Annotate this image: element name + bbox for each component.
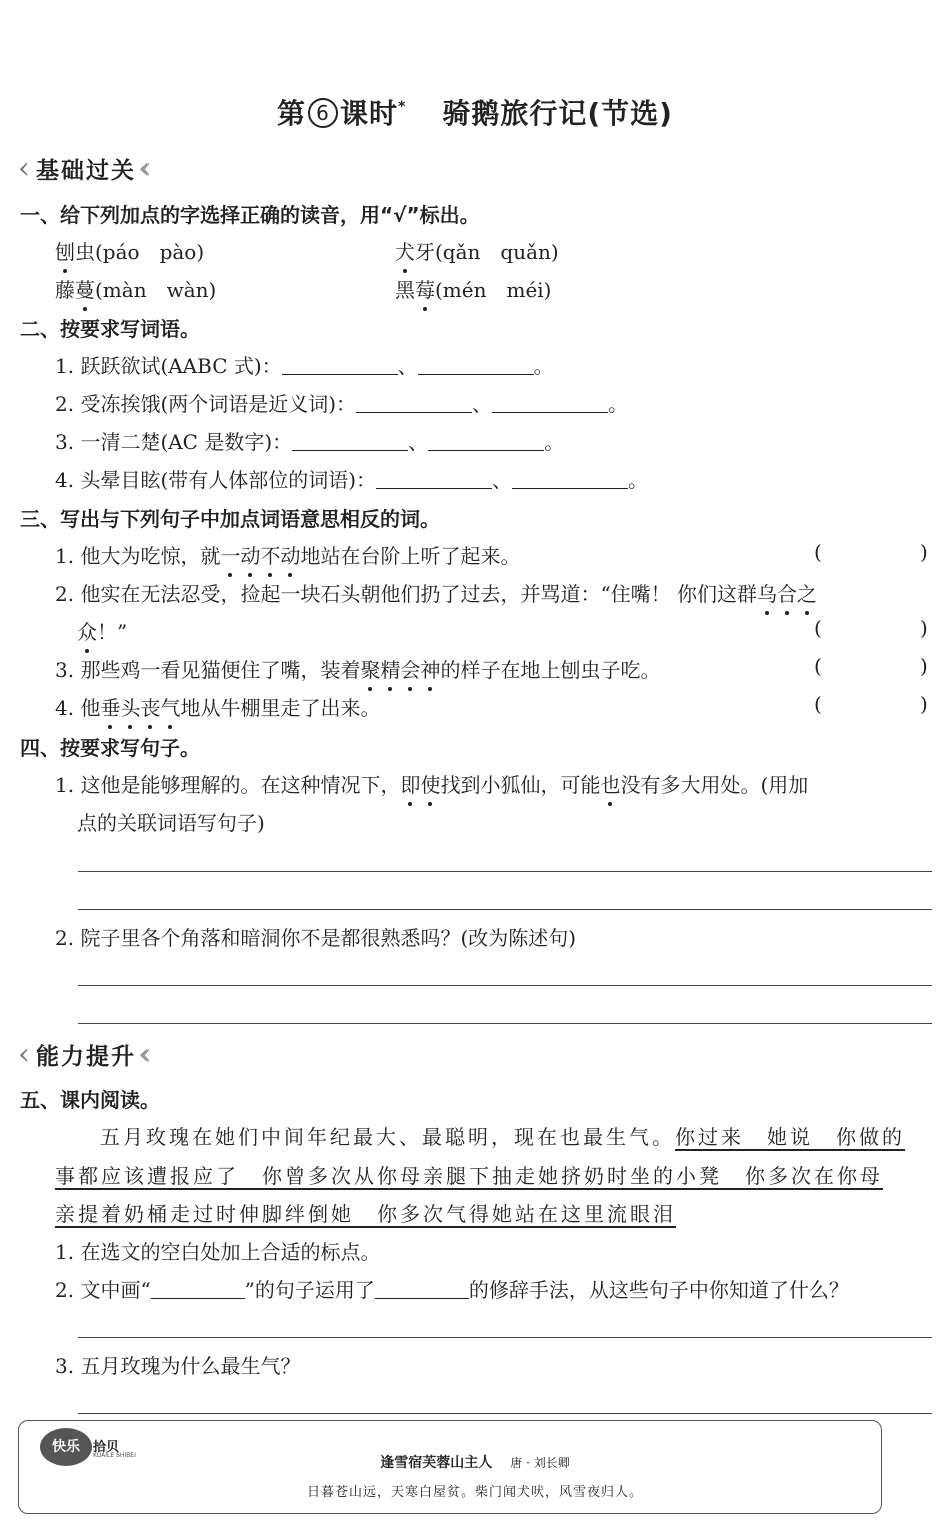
answer-paren-close: )	[920, 692, 928, 716]
q5-item-2: 2. 文中画“ ”的句子运用了 的修辞手法，从这些句子中你知道了什么？	[55, 1278, 849, 1302]
footer-badge-pinyin: KUAILE SHIBEI	[93, 1452, 136, 1459]
q1-item-1: 刨虫(páo pào)	[55, 240, 205, 264]
answer-line[interactable]	[78, 871, 932, 872]
passage-line-2: 事都应该遭报应了 你曾多次从你母亲腿下抽走她挤奶时坐的小凳 你多次在你母	[55, 1164, 883, 1188]
question-2-heading: 二、按要求写词语。	[20, 317, 200, 341]
question-1-heading: 一、给下列加点的字选择正确的读音，用“√”标出。	[20, 203, 480, 227]
question-4-heading: 四、按要求写句子。	[20, 736, 200, 760]
dotted-word: 众	[77, 620, 97, 644]
q4-item-2: 2. 院子里各个角落和暗洞你不是都很熟悉吗？(改为陈述句)	[55, 926, 577, 950]
footer-badge-text: 拾贝	[93, 1440, 120, 1455]
chevron-left-icon: ‹	[18, 150, 30, 186]
dotted-word: 即使	[400, 773, 441, 797]
q2-item-1: 1. 跃跃欲试(AABC 式)： 、 。	[55, 354, 554, 378]
passage-line-3: 亲提着奶桶走过时伸脚绊倒她 你多次气得她站在这里流眼泪	[55, 1202, 676, 1226]
answer-blank[interactable]	[376, 470, 492, 489]
answer-line[interactable]	[78, 985, 932, 986]
q3-sentence-2b: 众！”	[77, 620, 128, 644]
lesson-number: 6	[308, 98, 338, 128]
answer-paren-close: )	[920, 654, 928, 678]
answer-line[interactable]	[78, 1337, 932, 1338]
section-banner-basic: ‹ 基础过关 ‹‹	[18, 150, 142, 186]
q5-item-3: 3. 五月玫瑰为什么最生气？	[55, 1354, 301, 1378]
question-3-heading: 三、写出与下列句子中加点词语意思相反的词。	[20, 507, 440, 531]
answer-blank[interactable]	[428, 432, 544, 451]
answer-paren-open[interactable]: (	[814, 540, 822, 564]
poem-heading: 逢雪宿芙蓉山主人 唐 · 刘长卿	[380, 1455, 570, 1471]
q4-item-1a: 1. 这他是能够理解的。在这种情况下，即使找到小狐仙，可能也没有多大用处。(用加	[55, 773, 809, 797]
question-5-heading: 五、课内阅读。	[20, 1088, 160, 1112]
q2-item-3: 3. 一清二楚(AC 是数字)： 、 。	[55, 430, 565, 454]
q1-item-4: 黑莓(mén méi)	[395, 278, 552, 302]
dotted-word: 乌合之	[757, 582, 818, 606]
q5-item-1: 1. 在选文的空白处加上合适的标点。	[55, 1240, 381, 1264]
answer-blank[interactable]	[292, 432, 408, 451]
answer-blank[interactable]	[418, 356, 534, 375]
q3-sentence-3: 3. 那些鸡一看见猫便住了嘴，装着聚精会神的样子在地上刨虫子吃。	[55, 658, 661, 682]
section-banner-advanced: ‹ 能力提升 ‹‹	[18, 1036, 142, 1072]
q2-item-4: 4. 头晕目眩(带有人体部位的词语)： 、 。	[55, 468, 649, 492]
passage-line-1: 五月玫瑰在她们中间年纪最大、最聪明，现在也最生气。你过来 她说 你做的	[100, 1125, 905, 1149]
q2-item-2: 2. 受冻挨饿(两个词语是近义词)： 、 。	[55, 392, 629, 416]
page-title: 第 6 课时* 骑鹅旅行记(节选)	[277, 97, 673, 130]
answer-line[interactable]	[78, 1023, 932, 1024]
q3-sentence-4: 4. 他垂头丧气地从牛棚里走了出来。	[55, 696, 381, 720]
answer-blank[interactable]	[151, 1280, 245, 1299]
answer-paren-open[interactable]: (	[814, 616, 822, 640]
answer-blank[interactable]	[492, 394, 608, 413]
footer-badge: 快乐	[40, 1428, 92, 1466]
answer-paren-close: )	[920, 540, 928, 564]
dotted-word: 一动不动	[220, 544, 301, 568]
answer-blank[interactable]	[282, 356, 398, 375]
answer-line[interactable]	[78, 1413, 932, 1414]
poem-text: 日暮苍山远，天寒白屋贫。柴门闻犬吠，风雪夜归人。	[306, 1485, 643, 1500]
q3-sentence-1: 1. 他大为吃惊，就一动不动地站在台阶上听了起来。	[55, 544, 521, 568]
q3-sentence-2a: 2. 他实在无法忍受，捡起一块石头朝他们扔了过去，并骂道：“住嘴！ 你们这群乌合之	[55, 582, 818, 606]
answer-blank[interactable]	[375, 1280, 469, 1299]
q4-item-1b: 点的关联词语写句子)	[77, 811, 265, 835]
answer-line[interactable]	[78, 909, 932, 910]
dotted-word: 聚精会神	[360, 658, 441, 682]
double-chevron-icon: ‹‹	[138, 150, 142, 186]
answer-blank[interactable]	[356, 394, 472, 413]
answer-paren-close: )	[920, 616, 928, 640]
answer-blank[interactable]	[512, 470, 628, 489]
double-chevron-icon: ‹‹	[138, 1036, 142, 1072]
dotted-word: 垂头丧气	[100, 696, 181, 720]
dotted-word: 也	[600, 773, 621, 797]
answer-paren-open[interactable]: (	[814, 654, 822, 678]
q1-item-3: 藤蔓(màn wàn)	[55, 278, 217, 302]
answer-paren-open[interactable]: (	[814, 692, 822, 716]
q1-item-2: 犬牙(qǎn quǎn)	[395, 240, 559, 264]
chevron-left-icon: ‹	[18, 1036, 30, 1072]
